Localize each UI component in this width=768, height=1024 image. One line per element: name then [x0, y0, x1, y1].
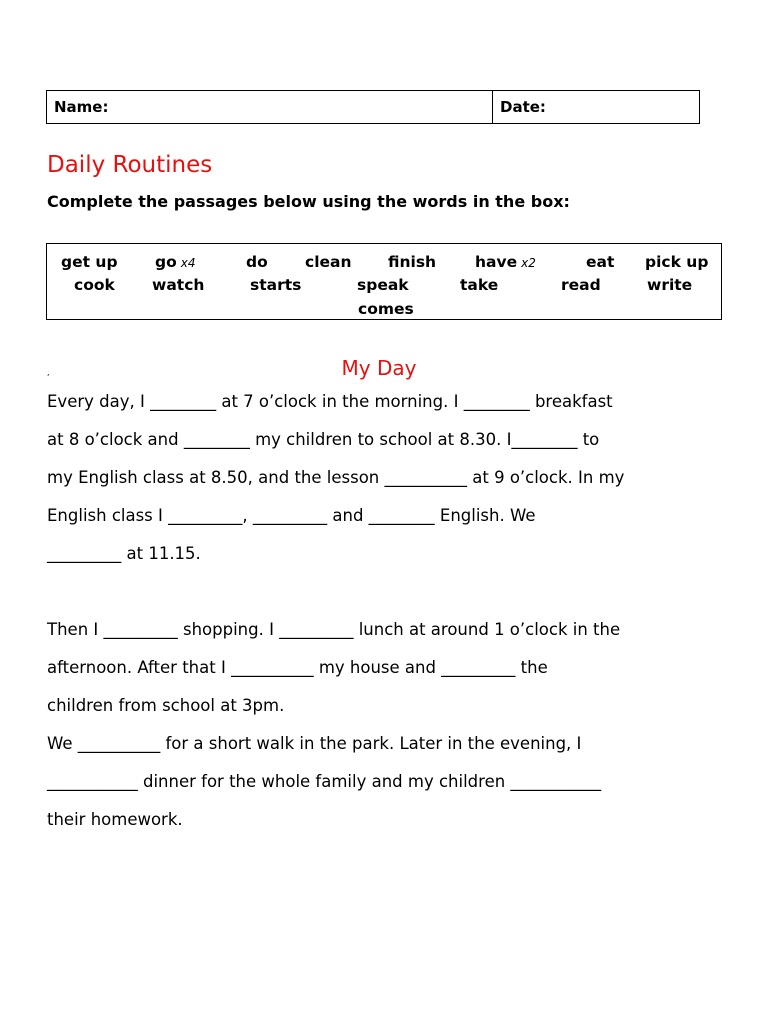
- word-comes: comes: [358, 300, 414, 318]
- word-finish: finish: [388, 253, 437, 271]
- word-clean: clean: [305, 253, 352, 271]
- passage-line: English class I _________, _________ and ________ English. We: [47, 506, 536, 525]
- instructions: Complete the passages below using the words in the box:: [47, 192, 570, 211]
- passage-line: afternoon. After that I __________ my house and _________ the: [47, 658, 548, 677]
- name-date-box: [46, 90, 700, 124]
- word-cook: cook: [74, 276, 115, 294]
- passage-line: Then I _________ shopping. I _________ lunch at around 1 o’clock in the: [47, 620, 621, 639]
- passage-line: Every day, I ________ at 7 o’clock in the morning. I ________ breakfast: [47, 392, 613, 411]
- passage-line: We __________ for a short walk in the park. Later in the evening, I: [47, 734, 582, 753]
- section-title: My Day: [341, 356, 417, 380]
- passage-line: _________ at 11.15.: [47, 544, 201, 563]
- word-read: read: [561, 276, 601, 294]
- name-field[interactable]: [47, 91, 493, 123]
- word-take: take: [460, 276, 499, 294]
- word-starts: starts: [250, 276, 302, 294]
- go-multiplier: x4: [180, 256, 196, 270]
- passage-line: my English class at 8.50, and the lesson __________ at 9 o’clock. In my: [47, 468, 625, 487]
- word-have: have x2: [475, 253, 536, 271]
- passage-line: ___________ dinner for the whole family and my children ___________: [47, 772, 602, 791]
- passage-line: children from school at 3pm.: [47, 696, 285, 715]
- word-write: write: [647, 276, 693, 294]
- word-watch: watch: [152, 276, 205, 294]
- name-label: Name:: [54, 98, 109, 116]
- have-multiplier: x2: [521, 256, 536, 270]
- passage-line: their homework.: [47, 810, 183, 829]
- date-field[interactable]: [493, 91, 699, 123]
- date-label: Date:: [500, 98, 546, 116]
- word-do: do: [246, 253, 268, 271]
- word-pick-up: pick up: [645, 253, 709, 271]
- word-box: [46, 243, 722, 320]
- word-speak: speak: [357, 276, 409, 294]
- word-eat: eat: [586, 253, 615, 271]
- page-title: Daily Routines: [47, 152, 213, 178]
- stray-mark: ,: [47, 368, 50, 377]
- passage-line: at 8 o’clock and ________ my children to school at 8.30. I________ to: [47, 430, 600, 449]
- word-get-up: get up: [61, 253, 118, 271]
- word-go: go x4: [155, 253, 196, 271]
